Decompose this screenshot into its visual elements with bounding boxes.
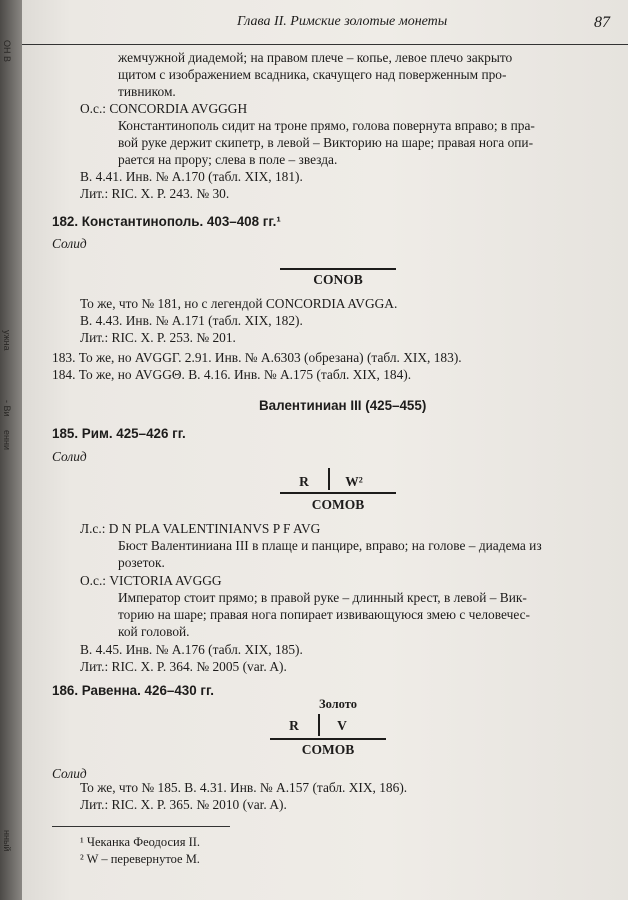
- mint-divider: [318, 714, 320, 736]
- entry-heading: 185. Рим. 425–426 гг.: [52, 426, 186, 441]
- text-line: Лит.: RIC. X. P. 243. № 30.: [80, 186, 230, 201]
- text-line: тивником.: [118, 84, 176, 99]
- text-line: жемчужной диадемой; на правом плече – копье, левое плечо закрыто: [118, 50, 513, 65]
- text-line: Лит.: RIC. X. P. 253. № 201.: [80, 330, 236, 345]
- page-header: [22, 0, 628, 45]
- mint-note: Золото: [318, 697, 357, 711]
- denomination: Солид: [52, 236, 87, 251]
- section-heading: Валентиниан III (425–455): [259, 398, 427, 413]
- running-head: Глава II. Римские золотые монеты: [237, 14, 448, 29]
- page-number: 87: [594, 14, 610, 31]
- denomination: Солид: [52, 766, 87, 781]
- mint-mark: CONOB: [313, 272, 363, 287]
- text-line: О.с.: CONCORDIA AVGGGH: [80, 101, 248, 116]
- text-line: торию на шаре; правая нога попирает извивающуюся змею с человечес-: [118, 607, 531, 622]
- text-line: Лит.: RIC. X. P. 364. № 2005 (var. A).: [80, 659, 287, 674]
- text-line: щитом с изображением всадника, скачущего над поверженным про-: [118, 67, 507, 82]
- entry-heading: 182. Константинополь. 403–408 гг.¹: [52, 214, 281, 229]
- mint-mark-right: W²: [345, 474, 363, 489]
- text-line: 183. То же, но AVGGГ. 2.91. Инв. № А.6303 (обрезана) (табл. XIX, 183).: [52, 350, 462, 365]
- footnote-rule: [52, 826, 230, 827]
- strip-fragment: нный: [2, 830, 12, 852]
- text-line: В. 4.43. Инв. № А.171 (табл. XIX, 182).: [80, 313, 303, 328]
- text-line: О.с.: VICTORIA AVGGG: [80, 573, 222, 588]
- mint-rule: [280, 268, 396, 270]
- mint-mark-left: R: [289, 718, 299, 733]
- adjacent-page-edge: [0, 0, 22, 900]
- text-line: В. 4.45. Инв. № А.176 (табл. XIX, 185).: [80, 642, 303, 657]
- strip-fragment: ужна: [2, 330, 12, 351]
- mint-mark: COMOB: [311, 497, 365, 512]
- mint-mark: COMOB: [301, 742, 355, 757]
- text-line: То же, что № 185. В. 4.31. Инв. № А.157 (табл. XIX, 186).: [80, 780, 408, 795]
- strip-fragment: ОН В: [2, 40, 12, 63]
- footnote: ² W – перевернутое M.: [80, 852, 200, 866]
- text-line: То же, что № 181, но с легендой CONCORDIA AVGGA.: [80, 296, 398, 311]
- entry-heading: 186. Равенна. 426–430 гг.: [52, 683, 214, 698]
- mint-mark-left: R: [299, 474, 309, 489]
- text-line: Л.с.: D N PLA VALENTINIANVS P F AVG: [80, 521, 321, 536]
- strip-fragment: енни: [2, 430, 12, 450]
- mint-rule: [280, 492, 396, 494]
- text-line: 184. То же, но AVGGΘ. В. 4.16. Инв. № А.175 (табл. XIX, 184).: [52, 367, 412, 382]
- book-page: [22, 0, 628, 900]
- text-line: кой головой.: [118, 624, 190, 639]
- text-line: Бюст Валентиниана III в плаще и панцире, вправо; на голове – диадема из: [118, 538, 542, 553]
- text-line: розеток.: [118, 555, 165, 570]
- mint-divider: [328, 468, 330, 490]
- text-line: рается на прору; слева в поле – звезда.: [118, 152, 338, 167]
- footnote: ¹ Чеканка Феодосия II.: [80, 835, 201, 849]
- text-line: Лит.: RIC. X. P. 365. № 2010 (var. A).: [80, 797, 287, 812]
- mint-rule: [270, 738, 386, 740]
- text-line: Император стоит прямо; в правой руке – длинный крест, в левой – Вик-: [118, 590, 527, 605]
- text-line: Константинополь сидит на троне прямо, голова повернута вправо; в пра-: [118, 118, 535, 133]
- mint-mark-right: V: [337, 718, 347, 733]
- text-line: В. 4.41. Инв. № А.170 (табл. XIX, 181).: [80, 169, 303, 184]
- denomination: Солид: [52, 449, 87, 464]
- strip-fragment: - Ви: [2, 400, 12, 417]
- text-line: вой руке держит скипетр, в левой – Викторию на шаре; правая нога опи-: [118, 135, 534, 150]
